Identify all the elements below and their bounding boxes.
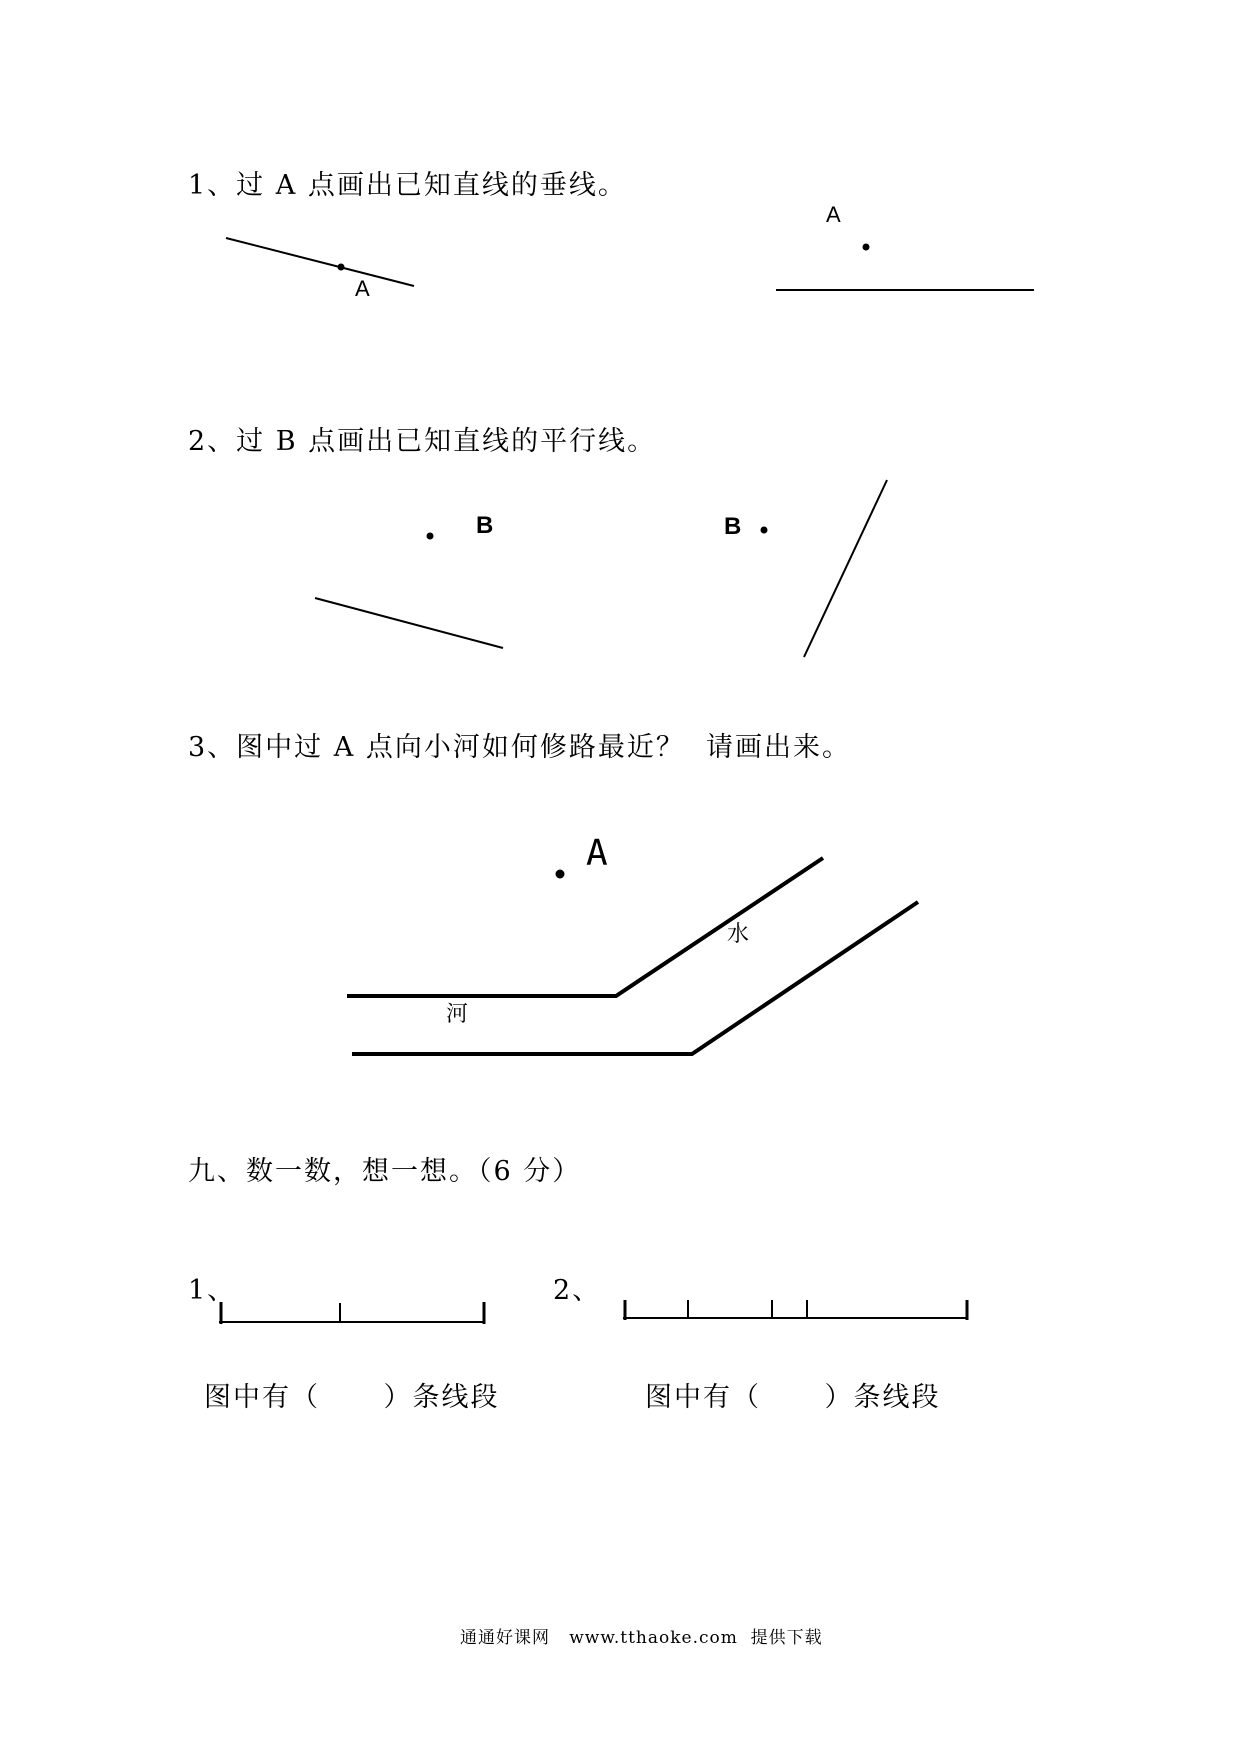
q3-label-river: 河 (446, 1002, 469, 1027)
question-1: 1、过 A 点画出已知直线的垂线。 (188, 170, 627, 201)
section-9-item-2-number: 2、 (553, 1275, 602, 1306)
section-9-item-2-answer: 图中有（ ）条线段 (645, 1382, 941, 1413)
section-9-item-1-answer: 图中有（ ）条线段 (204, 1382, 500, 1413)
q2-right-line (804, 480, 887, 657)
q2-right-label-b: B (724, 513, 742, 540)
q3-river-upper-bank (347, 858, 823, 996)
question-2: 2、过 B 点画出已知直线的平行线。 (188, 426, 657, 457)
question-3: 3、图中过 A 点向小河如何修路最近？ 请画出来。 (188, 732, 852, 763)
q2-right-point (761, 527, 768, 534)
section-9-heading: 九、数一数，想一想。（6 分） (188, 1156, 582, 1187)
q2-left-point (427, 533, 434, 540)
q3-label-water: 水 (727, 922, 750, 947)
q2-left-line (315, 598, 503, 648)
q3-point (556, 870, 565, 879)
q2-left-label-b: B (476, 512, 494, 539)
q1-left-point (338, 264, 345, 271)
footer-text: 通通好课网 www.tthaoke.com 提供下载 (460, 1628, 823, 1648)
q1-right-label-a: A (826, 202, 841, 227)
q1-left-line (226, 238, 414, 286)
q1-left-label-a: A (355, 276, 370, 301)
q3-river-lower-bank (352, 902, 918, 1054)
q1-right-point (863, 244, 870, 251)
q3-label-a: A (586, 833, 608, 874)
section-9-item-1-number: 1、 (188, 1275, 237, 1306)
